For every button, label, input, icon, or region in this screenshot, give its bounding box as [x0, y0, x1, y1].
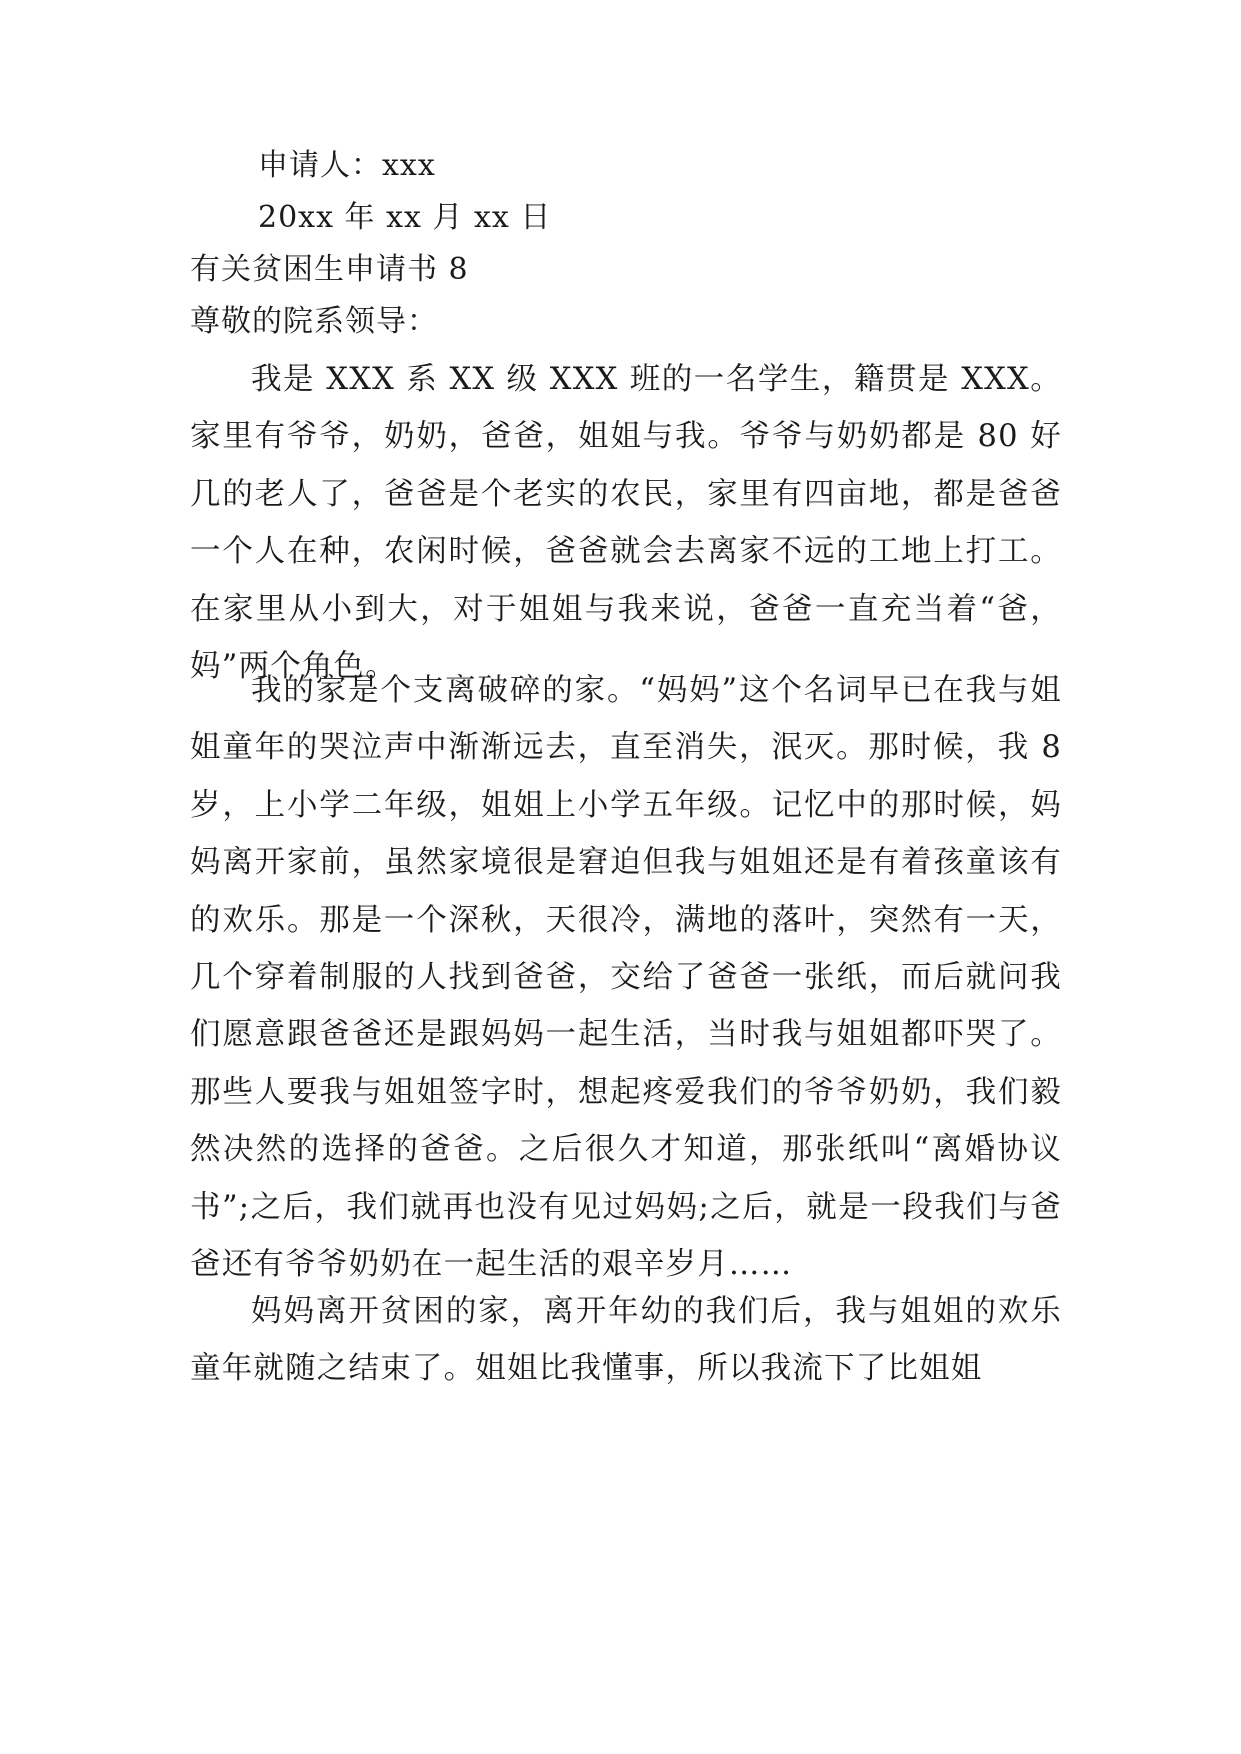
document-title: 有关贫困生申请书 8	[190, 252, 469, 287]
body-paragraph-2: 我的家是个支离破碎的家。“妈妈”这个名词早已在我与姐姐童年的哭泣声中渐渐远去，直至消失，泯灭。那时候，我 8 岁，上小学二年级，姐姐上小学五年级。记忆中的那时候，妈妈离开家前，虽然家境很是窘迫但我与姐姐还是有着孩童该有的欢乐。那是一个深秋，天很冷，满地的落叶，突然有一天，几个穿着制服的人找到爸爸，交给了爸爸一张纸，而后就问我们愿意跟爸爸还是跟妈妈一起生活，当时我与姐姐都吓哭了。那些人要我与姐姐签字时，想起疼爱我们的爷爷奶奶，我们毅然决然的选择的爸爸。之后很久才知道，那张纸叫“离婚协议书”;之后，我们就再也没有见过妈妈;之后，就是一段我们与爸爸还有爷爷奶奶在一起生活的艰辛岁月……	[190, 673, 1062, 1283]
date-line: 20xx 年 xx 月 xx 日	[258, 200, 552, 235]
body-paragraph-1: 我是 XXX 系 XX 级 XXX 班的一名学生，籍贯是 XXX。家里有爷爷，奶奶，爸爸，姐姐与我。爷爷与奶奶都是 80 好几的老人了，爸爸是个老实的农民，家里有四亩地，都是爸爸一个人在种，农闲时候，爸爸就会去离家不远的工地上打工。在家里从小到大，对于姐姐与我来说，爸爸一直充当着“爸，妈”两个角色。	[190, 362, 1062, 685]
body-paragraph-3: 妈妈离开贫困的家，离开年幼的我们后，我与姐姐的欢乐童年就随之结束了。姐姐比我懂事，所以我流下了比姐姐	[190, 1294, 1062, 1387]
salutation: 尊敬的院系领导：	[190, 304, 438, 339]
applicant-line: 申请人：xxx	[258, 148, 436, 183]
